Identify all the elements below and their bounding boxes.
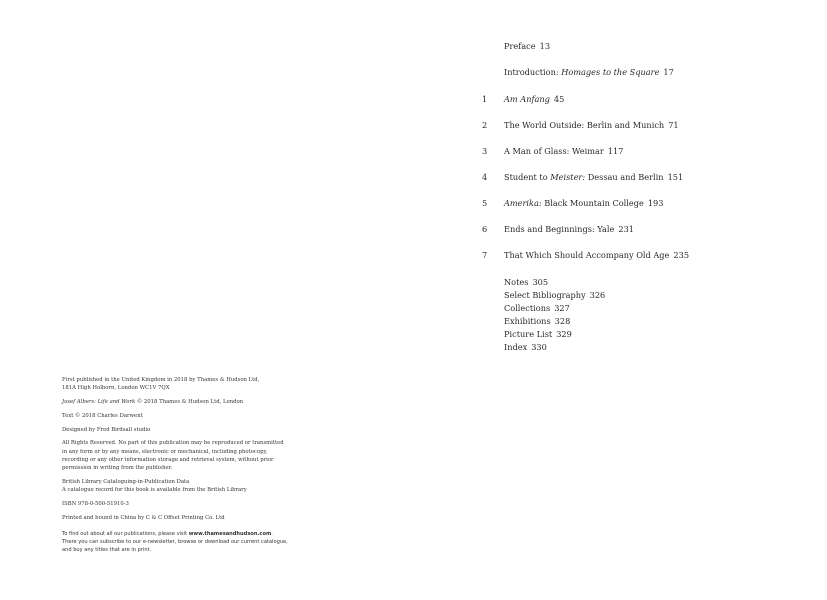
toc-page-number: 328: [554, 316, 571, 326]
imprint-line: Designed by Fred Birdsall studio: [62, 426, 151, 433]
toc-entry-exhibitions: [413, 315, 827, 327]
toc-page-number: 329: [556, 329, 572, 339]
imprint-line: Printed and bound in China by C & C Offset Printing Co. Ltd: [62, 514, 225, 521]
toc-title-text: Exhibitions: [504, 316, 551, 326]
chapter-number: 4: [482, 172, 488, 182]
left-page: [0, 0, 413, 600]
imprint-cip: [62, 478, 302, 494]
imprint-printer: [62, 514, 302, 522]
imprint-line: [62, 530, 302, 538]
toc-page-number: 305: [532, 277, 549, 287]
imprint-line: permission in writing from the publisher.: [62, 465, 173, 471]
chapter-number: 1: [482, 94, 488, 104]
toc-entry-picture-list: [413, 328, 827, 340]
toc-entry-chapter-5: [413, 197, 827, 209]
toc-entry-notes: [413, 276, 827, 288]
toc-title: [504, 276, 548, 288]
toc-title-text: Dessau and Berlin: [585, 172, 664, 182]
toc-entry-chapter-7: [413, 249, 827, 261]
toc-title-italic: Am Anfang: [504, 94, 550, 104]
imprint-line: There you can subscribe to our e-newsletter, browse or download our current catalogue,: [62, 539, 288, 545]
toc-title-text: Select Bibliography: [504, 290, 586, 300]
toc-title-text: Picture List: [504, 329, 553, 339]
imprint-isbn: [62, 500, 302, 508]
toc-title: [504, 93, 564, 105]
imprint-line: Text © 2018 Charles Darwent: [62, 412, 143, 419]
toc-title-text: Student to: [504, 172, 551, 182]
toc-title-text: That Which Should Accompany Old Age: [504, 250, 670, 260]
imprint-block: [62, 376, 302, 560]
toc-page-number: 235: [673, 250, 690, 260]
book-title: Josef Albers: Life and Work: [62, 399, 136, 405]
toc-page-number: 45: [553, 94, 565, 104]
toc-entry-collections: [413, 302, 827, 314]
imprint-line: All Rights Reserved. No part of this publication may be reproduced or transmitted: [62, 440, 284, 447]
toc-title-italic: Homages to the Square: [561, 67, 660, 77]
toc-title: [504, 341, 547, 353]
isbn: ISBN 978-0-500-51910-3: [62, 500, 129, 507]
imprint-line: and buy any titles that are in print.: [62, 547, 152, 554]
toc-title: [504, 223, 634, 235]
toc-title: [504, 328, 572, 340]
toc-title-italic: Meister:: [550, 172, 586, 182]
toc-title-text: Collections: [504, 303, 551, 313]
imprint-designer: [62, 426, 302, 434]
toc-title: [504, 66, 674, 78]
imprint-line: British Library Cataloguing-in-Publication Data: [62, 478, 190, 485]
toc-title-italic: Amerika:: [504, 198, 542, 208]
right-page: [413, 0, 827, 600]
toc-title-text: Ends and Beginnings: Yale: [504, 224, 615, 234]
title-copyright: © 2018 Thames & Hudson Ltd, London: [135, 399, 244, 405]
toc-page-number: 71: [668, 120, 679, 130]
toc-title-text: The World Outside: Berlin and Munich: [504, 120, 665, 130]
imprint-line: First published in the United Kingdom in 2018 by Thames & Hudson Ltd,: [62, 377, 260, 383]
find-out-suffix: .: [271, 530, 273, 537]
toc-title: [504, 119, 679, 131]
imprint-line: recording or any other information storage and retrieval system, without prior: [62, 456, 274, 463]
toc-title: [504, 315, 570, 327]
toc-page-number: 231: [618, 224, 635, 234]
chapter-number: 7: [482, 250, 488, 260]
imprint-title-copyright: [62, 398, 302, 406]
toc-page-number: 13: [539, 41, 551, 51]
chapter-number: 6: [482, 224, 488, 234]
toc-page-number: 327: [554, 303, 570, 313]
publisher-url: www.thamesandhudson.com: [188, 530, 272, 537]
imprint-find-out: [62, 530, 302, 555]
imprint-text-copyright: [62, 412, 302, 420]
toc-entry-index: [413, 341, 827, 353]
find-out-prefix: To find out about all our publications, please visit: [62, 530, 189, 537]
toc-page-number: 151: [667, 172, 684, 182]
imprint-line: [62, 398, 302, 406]
table-of-contents: [413, 0, 827, 600]
imprint-rights: [62, 439, 302, 472]
toc-page-number: 117: [607, 146, 624, 156]
toc-title-text: Preface: [504, 41, 536, 51]
toc-title: [504, 249, 689, 261]
toc-title: [504, 171, 683, 183]
toc-title: [504, 40, 550, 52]
chapter-number: 3: [482, 146, 488, 156]
chapter-number: 2: [482, 120, 488, 130]
toc-entry-chapter-1: [413, 93, 827, 105]
toc-page-number: 17: [663, 67, 674, 77]
toc-title-text: Introduction:: [504, 67, 562, 77]
toc-page-number: 326: [589, 290, 606, 300]
toc-page-number: 330: [531, 342, 547, 352]
toc-page-number: 193: [647, 198, 664, 208]
imprint-line: A catalogue record for this book is available from the British Library: [62, 487, 247, 493]
toc-title: [504, 197, 663, 209]
toc-entry-chapter-6: [413, 223, 827, 235]
toc-title-text: A Man of Glass: Weimar: [504, 146, 604, 156]
toc-title-text: Index: [504, 342, 528, 352]
chapter-number: 5: [482, 198, 488, 208]
toc-entry-bibliography: [413, 289, 827, 301]
toc-entry-preface: [413, 40, 827, 52]
toc-entry-chapter-2: [413, 119, 827, 131]
toc-title: [504, 145, 623, 157]
toc-title: [504, 302, 570, 314]
toc-entry-chapter-3: [413, 145, 827, 157]
toc-entry-introduction: [413, 66, 827, 78]
imprint-line: 181A High Holborn, London WC1V 7QX: [62, 385, 170, 392]
imprint-first-published: [62, 376, 302, 392]
imprint-line: in any form or by any means, electronic or mechanical, including photocopy,: [62, 448, 268, 455]
toc-title: [504, 289, 605, 301]
toc-entry-chapter-4: [413, 171, 827, 183]
toc-title-text: Black Mountain College: [541, 198, 644, 208]
toc-title-text: Notes: [504, 277, 529, 287]
